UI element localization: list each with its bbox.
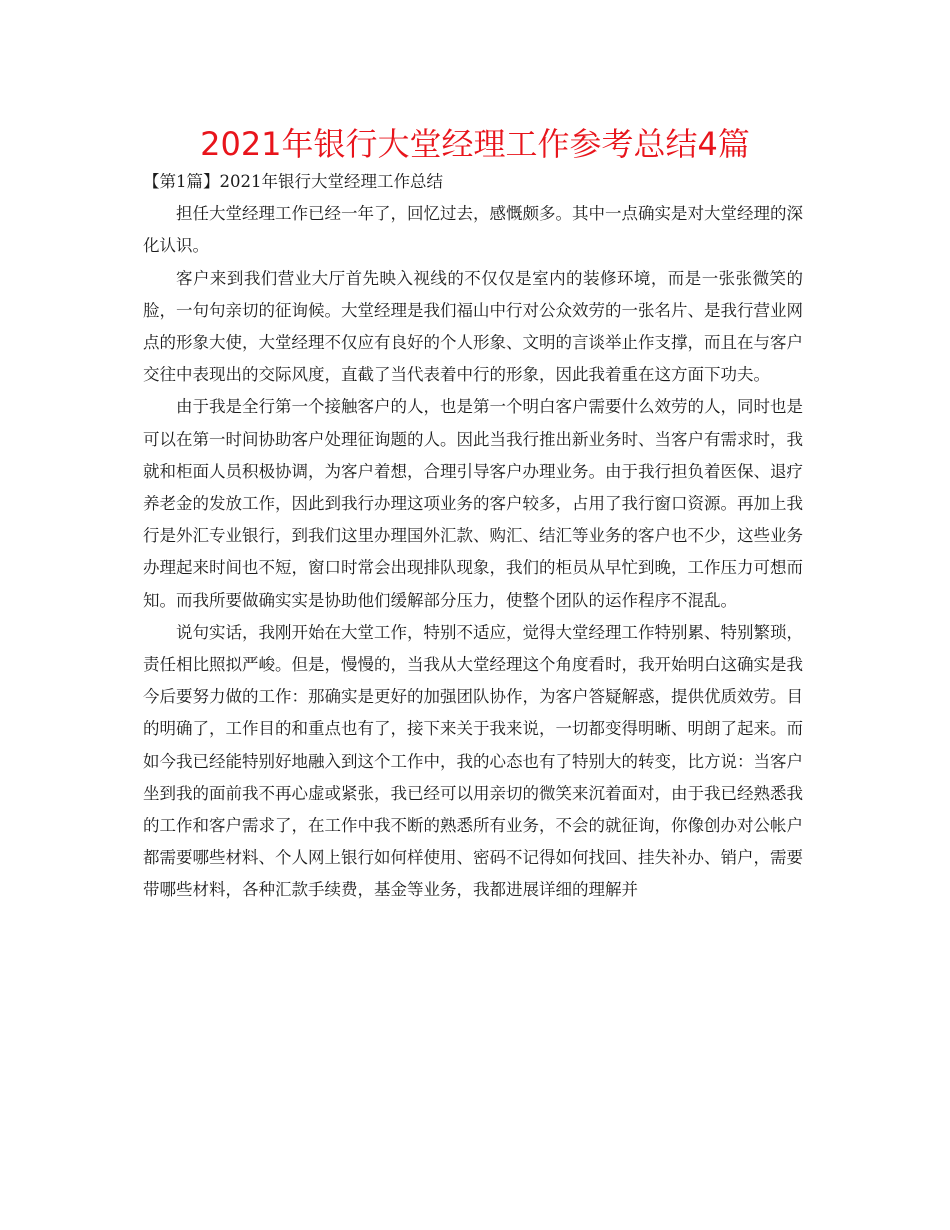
paragraph: 客户来到我们营业大厅首先映入视线的不仅仅是室内的装修环境，而是一张张微笑的脸，一句句亲切的征询候。大堂经理是我们福山中行对公众效劳的一张名片、是我行营业网点的形象大使，大堂经理不仅应有良好的个人形象、文明的言谈举止作支撑，而且在与客户交往中表现出的交际风度，直截了当代表着中行的形象，因此我着重在这方面下功夫。 <box>143 268 803 385</box>
document-body <box>143 166 803 907</box>
paragraph: 由于我是全行第一个接触客户的人，也是第一个明白客户需要什么效劳的人，同时也是可以在第一时间协助客户处理征询题的人。因此当我行推出新业务时、当客户有需求时，我就和柜面人员积极协调，为客户着想，合理引导客户办理业务。由于我行担负着医保、退疗养老金的发放工作，因此到我行办理这项业务的客户较多，占用了我行窗口资源。再加上我行是外汇专业银行，到我们这里办理国外汇款、购汇、结汇等业务的客户也不少，这些业务办理起来时间也不短，窗口时常会出现排队现象，我们的柜员从早忙到晚，工作压力可想而知。而我所要做确实实是协助他们缓解部分压力，使整个团队的运作程序不混乱。 <box>143 397 803 610</box>
section-heading: 【第1篇】2021年银行大堂经理工作总结 <box>143 172 443 191</box>
document-title: 2021年银行大堂经理工作参考总结4篇 <box>200 125 750 163</box>
paragraph: 担任大堂经理工作已经一年了，回忆过去，感慨颇多。其中一点确实是对大堂经理的深化认识。 <box>143 204 803 256</box>
paragraph: 说句实话，我刚开始在大堂工作，特别不适应，觉得大堂经理工作特别累、特别繁琐，责任相比照拟严峻。但是，慢慢的，当我从大堂经理这个角度看时，我开始明白这确实是我今后要努力做的工作：那确实是更好的加强团队协作，为客户答疑解惑，提供优质效劳。目的明确了，工作目的和重点也有了，接下来关于我来说，一切都变得明晰、明朗了起来。而如今我已经能特别好地融入到这个工作中，我的心态也有了特别大的转变，比方说：当客户坐到我的面前我不再心虚或紧张，我已经可以用亲切的微笑来沉着面对，由于我已经熟悉我的工作和客户需求了，在工作中我不断的熟悉所有业务，不会的就征询，你像创办对公帐户都需要哪些材料、个人网上银行如何样使用、密码不记得如何找回、挂失补办、销户，需要带哪些材料，各种汇款手续费，基金等业务，我都进展详细的理解并 <box>143 622 803 900</box>
